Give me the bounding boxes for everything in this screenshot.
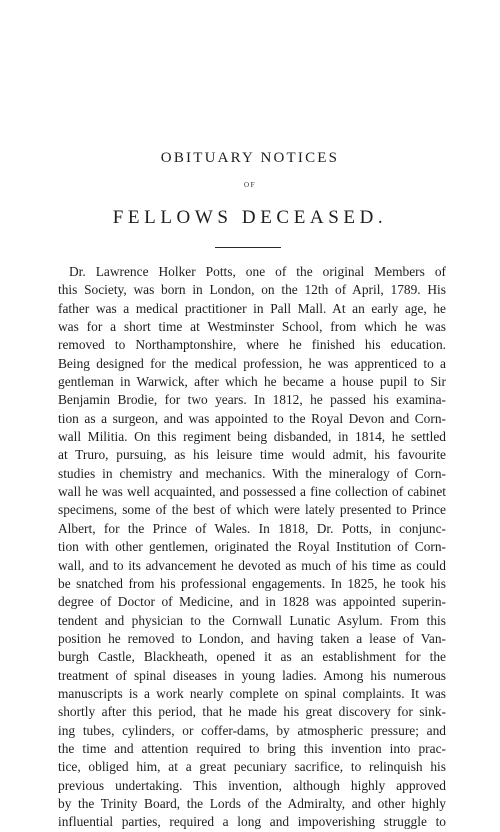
paragraph-line: ing tubes, cylinders, or coffer-dams, by atmospheric pressure; and	[58, 722, 446, 738]
paragraph-line: tion with other gentlemen, originated the Royal Institution of Corn-	[58, 539, 446, 555]
heading-obituary-notices: OBITUARY NOTICES	[160, 150, 340, 166]
paragraph-line: gentleman in Warwick, after which he became a house pupil to Sir	[58, 374, 446, 390]
paragraph-line: be snatched from his professional engagements. In 1825, he took his	[58, 575, 446, 591]
paragraph-line: position he removed to London, and having taken a lease of Van-	[58, 630, 446, 646]
paragraph-line: influential parties, required a long and impoverishing struggle to	[58, 814, 446, 830]
paragraph-line: burgh Castle, Blackheath, opened it as an establishment for the	[58, 649, 446, 665]
paragraph-line: was for a short time at Westminster School, from which he was	[58, 319, 446, 335]
paragraph-line: this Society, was born in London, on the 12th of April, 1789. His	[58, 282, 446, 298]
paragraph-line: specimens, some of the best of which were lately presented to Prince	[58, 502, 446, 518]
paragraph-line: tice, obliged him, at a great pecuniary sacrifice, to relinquish his	[58, 759, 446, 775]
paragraph-line: at Truro, pursuing, as his leisure time would admit, his favourite	[58, 447, 446, 463]
paragraph-line: wall Militia. On this regiment being disbanded, in 1814, he settled	[58, 429, 446, 445]
paragraph-line: Dr. Lawrence Holker Potts, one of the original Members of	[69, 264, 446, 279]
paragraph-line: shortly after this period, that he made his great discovery for sink-	[58, 704, 446, 720]
paragraph-line: studies in chemistry and mechanics. With the mineralogy of Corn-	[58, 465, 446, 481]
paragraph-line: manuscripts is a work nearly complete on spinal complaints. It was	[58, 685, 446, 701]
paragraph-line: removed to Northamptonshire, where he finished his education.	[58, 337, 446, 353]
paragraph-line: wall, and to its advancement he devoted as much of his time as could	[58, 557, 446, 573]
heading-fellows-deceased: FELLOWS DECEASED.	[112, 207, 388, 228]
paragraph-line: the time and attention required to bring this invention into prac-	[58, 740, 446, 756]
paragraph-line: tion as a surgeon, and was appointed to the Royal Devon and Corn-	[58, 410, 446, 426]
paragraph-line: wall he was well acquainted, and possessed a fine collection of cabinet	[58, 484, 446, 500]
paragraph-line: Albert, for the Prince of Wales. In 1818, Dr. Potts, in conjunc-	[58, 520, 446, 536]
paragraph-line: father was a medical practitioner in Pall Mall. At an early age, he	[58, 300, 446, 316]
paragraph-line: by the Trinity Board, the Lords of the Admiralty, and other highly	[58, 795, 446, 811]
paragraph-line: Being designed for the medical profession, he was apprenticed to a	[58, 355, 446, 371]
paragraph-line: degree of Doctor of Medicine, and in 1828 was appointed superin-	[58, 594, 446, 610]
paragraph-line: treatment of spinal diseases in young ladies. Among his numerous	[58, 667, 446, 683]
paragraph-line: previous undertaking. This invention, although highly approved	[58, 777, 446, 793]
title-divider-rule	[215, 247, 281, 248]
paragraph-line: Benjamin Brodie, for two years. In 1812, he passed his examina-	[58, 392, 446, 408]
heading-of: OF	[244, 181, 256, 189]
obituary-paragraph	[58, 263, 446, 832]
paragraph-line: tendent and physician to the Cornwall Lunatic Asylum. From this	[58, 612, 446, 628]
